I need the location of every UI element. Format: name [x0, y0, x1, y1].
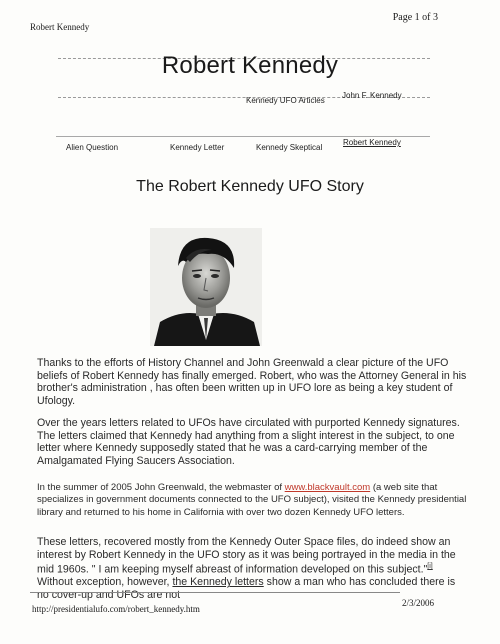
nav-link-john-f-kennedy[interactable]: John F. Kennedy	[342, 91, 402, 100]
nav-link-alien-question[interactable]: Alien Question	[66, 143, 119, 152]
nav-divider	[56, 136, 430, 137]
paragraph-3-end: (a web site that specializes in government documents connected to the UFO subject), visited the Kennedy presidential library and returned to his home in California with over two dozen Kennedy UFO letters.	[37, 482, 467, 518]
blackvault-link[interactable]: www.blackvault.com	[284, 482, 371, 493]
paragraph-3-start: In the summer of 2005 John Greenwald, the webmaster of	[37, 482, 285, 493]
paragraph-1: Thanks to the efforts of History Channel and John Greenwald a clear picture of the UFO beliefs of Robert Kennedy has finally emerged. Robert, who was the Attorney General in his brother's administration , has often been written up in UFO lore as being a key student of Ufology.	[37, 357, 467, 407]
banner-title: Robert Kennedy	[161, 52, 339, 79]
print-footer-url: http://presidentialufo.com/robert_kennedy.htm	[32, 604, 200, 614]
paragraph-4-end: show a man who has concluded there is no cover-up and UFOs are not	[37, 576, 456, 601]
paragraph-2: Over the years letters related to UFOs have circulated with purported Kennedy signatures. The letters claimed that Kennedy had anything from a slight interest in the subject, to one letter where Kennedy supposedly stated that he was a card-carrying member of the Amalgamated Flying Saucers Association.	[37, 417, 460, 467]
paragraph-4-mid: Without exception, however,	[37, 576, 173, 589]
paragraph-3	[37, 482, 469, 519]
paragraph-4-underlined: the Kennedy letters	[172, 576, 264, 589]
paragraph-4-start: These letters, recovered mostly from the Kennedy Outer Space files, do indeed show an interest by Robert Kennedy in the UFO story as it was being portrayed in the media in the mid 1960s. " I am keeping myself abreast of information developed on this subject."	[37, 536, 456, 576]
print-header-title: Robert Kennedy	[30, 22, 90, 32]
nav-link-kennedy-skeptical[interactable]: Kennedy Skeptical	[256, 143, 323, 152]
footer-rule	[30, 592, 400, 593]
footnote-link[interactable]: [i]	[427, 563, 433, 571]
nav-link-robert-kennedy[interactable]: Robert Kennedy	[343, 138, 401, 147]
print-page-number: Page 1 of 3	[392, 12, 438, 23]
nav-link-kennedy-letter[interactable]: Kennedy Letter	[170, 143, 225, 152]
print-footer-date: 2/3/2006	[402, 598, 435, 608]
nav-link-kennedy-ufo-articles[interactable]: Kennedy UFO Articles	[246, 96, 325, 105]
article-title: The Robert Kennedy UFO Story	[136, 178, 364, 195]
robert-kennedy-photo	[150, 228, 262, 346]
